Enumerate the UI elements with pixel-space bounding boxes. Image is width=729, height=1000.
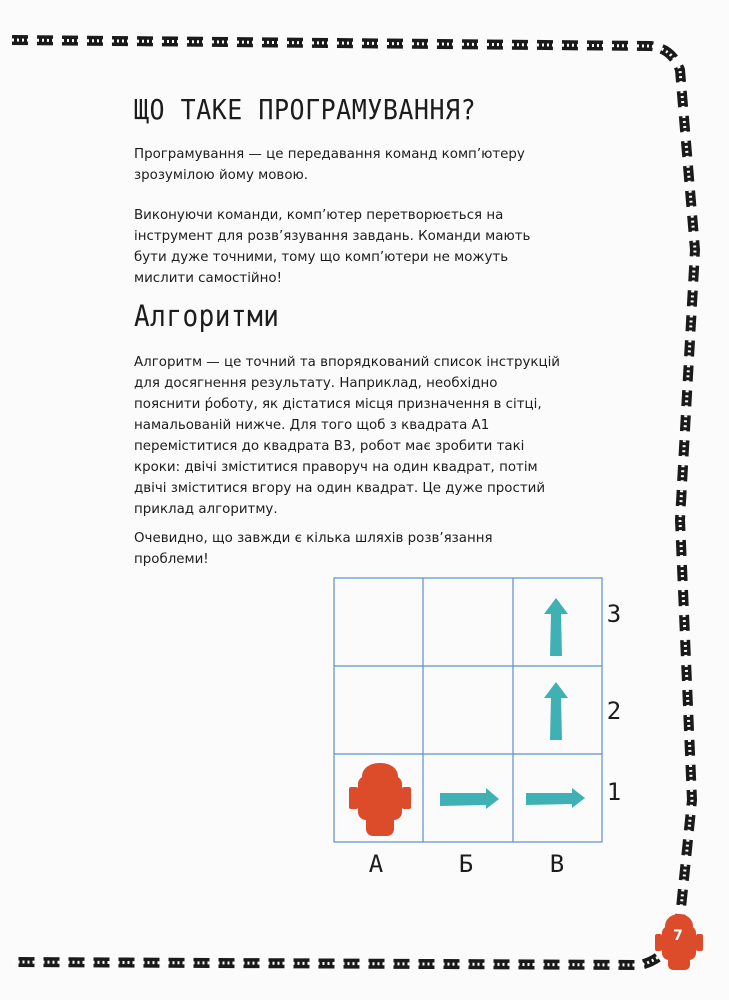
- arrow-up-icon: [544, 598, 568, 656]
- arrow-right-icon: [526, 788, 585, 808]
- row-label-1: 1: [606, 778, 622, 806]
- multiple-paths-paragraph: Очевидно, що завжди є кілька шляхів розв’язання проблеми!: [134, 531, 493, 567]
- algorithm-grid: [300, 570, 650, 890]
- row-label-3: 3: [606, 600, 622, 628]
- section-title-algorithms: Алгоритми: [134, 300, 280, 334]
- arrow-right-icon: [440, 788, 499, 809]
- intro-paragraph: Програмування — це передавання команд комп’ютеру зрозумілою йому мовою.: [134, 147, 525, 183]
- commands-paragraph: Виконуючи команди, комп’ютер перетворюється на інструмент для розв’язування завдань. Команди мають бути дуже точними, тому що комп’ютери не можуть мислити самостійно!: [134, 208, 531, 286]
- column-label-v: В: [549, 850, 565, 878]
- algorithm-paragraph: Алгоритм — це точний та впорядкований список інструкцій для досягнення результату. Наприклад, необхідно пояснити р́оботу, як дістатися місця призначення в сітці, намальованій нижче. Для того щоб з квадрата А1 переміститися до квадрата В3, робот має зробити такі кроки: двічі зміститися праворуч на один квадрат, потім двічі зміститися вгору на один квадрат. Це дуже простий приклад алгоритму.: [134, 355, 561, 517]
- row-label-2: 2: [606, 697, 622, 725]
- page-title: ЩО ТАКЕ ПРОГРАМУВАННЯ?: [134, 93, 477, 126]
- column-label-a: А: [368, 850, 384, 878]
- arrow-up-icon: [544, 682, 568, 740]
- robot-icon: [349, 763, 411, 836]
- column-label-b: Б: [458, 850, 474, 878]
- page-number: 7: [673, 928, 683, 944]
